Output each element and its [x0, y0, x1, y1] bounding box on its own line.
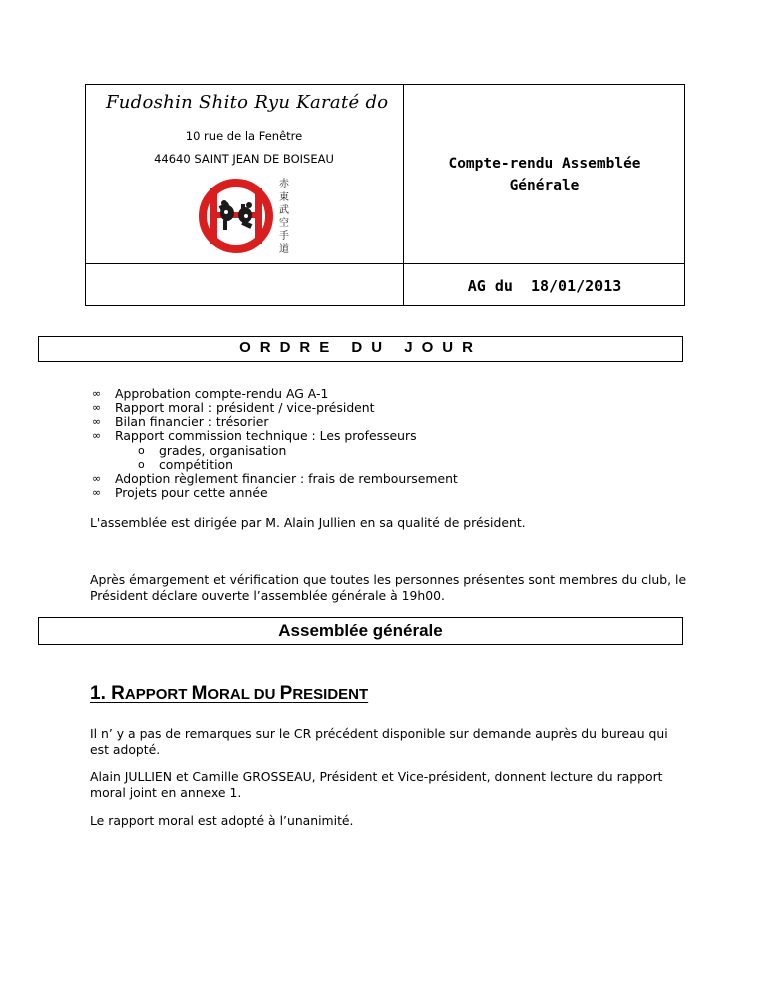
bullet-icon: ∞: [92, 486, 102, 499]
kanji-char: 赤: [279, 179, 289, 190]
ag-date: AG du 18/01/2013: [467, 277, 622, 295]
heading-part: M: [191, 683, 208, 704]
sub-list-item-text: compétition: [159, 457, 233, 472]
list-item-text: Rapport moral : président / vice-président: [115, 400, 375, 415]
address-line-1: 10 rue de la Fenêtre: [185, 129, 303, 143]
kanji-column: [277, 178, 291, 256]
document-title: [404, 153, 685, 197]
heading-part: RESIDENT: [292, 686, 369, 703]
club-name: Fudoshin Shito Ryu Karaté do: [106, 92, 389, 113]
section-number: 1.: [90, 683, 106, 704]
header-divider-horizontal: [85, 263, 685, 264]
ordre-du-jour-title: ORDRE DU JOUR: [239, 339, 482, 356]
heading-part: R: [111, 683, 125, 704]
kanji-char: 手: [279, 231, 289, 242]
club-logo: [197, 178, 275, 258]
section-1-paragraph-2: Alain JULLIEN et Camille GROSSEAU, Président et Vice-président, donnent lecture du rapport moral joint en annexe 1.: [90, 769, 663, 800]
document-title-line-2: Générale: [509, 178, 580, 194]
list-item-text: Adoption règlement financier : frais de remboursement: [115, 471, 458, 486]
heading-part: P: [279, 683, 293, 704]
assemblee-generale-title: Assemblée générale: [278, 621, 443, 640]
kanji-char: 空: [279, 218, 289, 229]
address-line-2: 44640 SAINT JEAN DE BOISEAU: [154, 152, 334, 166]
kanji-char: 道: [279, 244, 289, 255]
sub-bullet-icon: o: [138, 458, 145, 471]
list-item-text: Approbation compte-rendu AG A-1: [115, 386, 329, 401]
section-1-paragraph-1: Il n’ y a pas de remarques sur le CR précédent disponible sur demande auprès du bureau qui est adopté.: [90, 726, 668, 757]
bullet-icon: ∞: [92, 401, 102, 414]
list-item-text: Rapport commission technique : Les professeurs: [115, 428, 417, 443]
section-1-heading: [90, 683, 368, 705]
heading-part: ORAL DU: [207, 686, 280, 703]
bullet-icon: ∞: [92, 415, 102, 428]
bullet-icon: ∞: [92, 429, 102, 442]
list-item-text: Bilan financier : trésorier: [115, 414, 269, 429]
sub-list-item-text: grades, organisation: [159, 443, 287, 458]
sub-bullet-icon: o: [138, 444, 145, 457]
paragraph-emargement: Après émargement et vérification que toutes les personnes présentes sont membres du club, le Président déclare ouverte l’assemblée générale à 19h00.: [90, 572, 687, 603]
list-item-text: Projets pour cette année: [115, 485, 268, 500]
kanji-char: 東: [279, 192, 289, 203]
kanji-char: 武: [279, 205, 289, 216]
heading-part: APPORT: [124, 686, 192, 703]
bullet-icon: ∞: [92, 387, 102, 400]
bullet-icon: ∞: [92, 472, 102, 485]
section-1-paragraph-3: Le rapport moral est adopté à l’unanimité.: [90, 813, 354, 828]
document-title-line-1: Compte-rendu Assemblée: [448, 156, 641, 172]
paragraph-direction: L'assemblée est dirigée par M. Alain Jullien en sa qualité de président.: [90, 515, 526, 530]
